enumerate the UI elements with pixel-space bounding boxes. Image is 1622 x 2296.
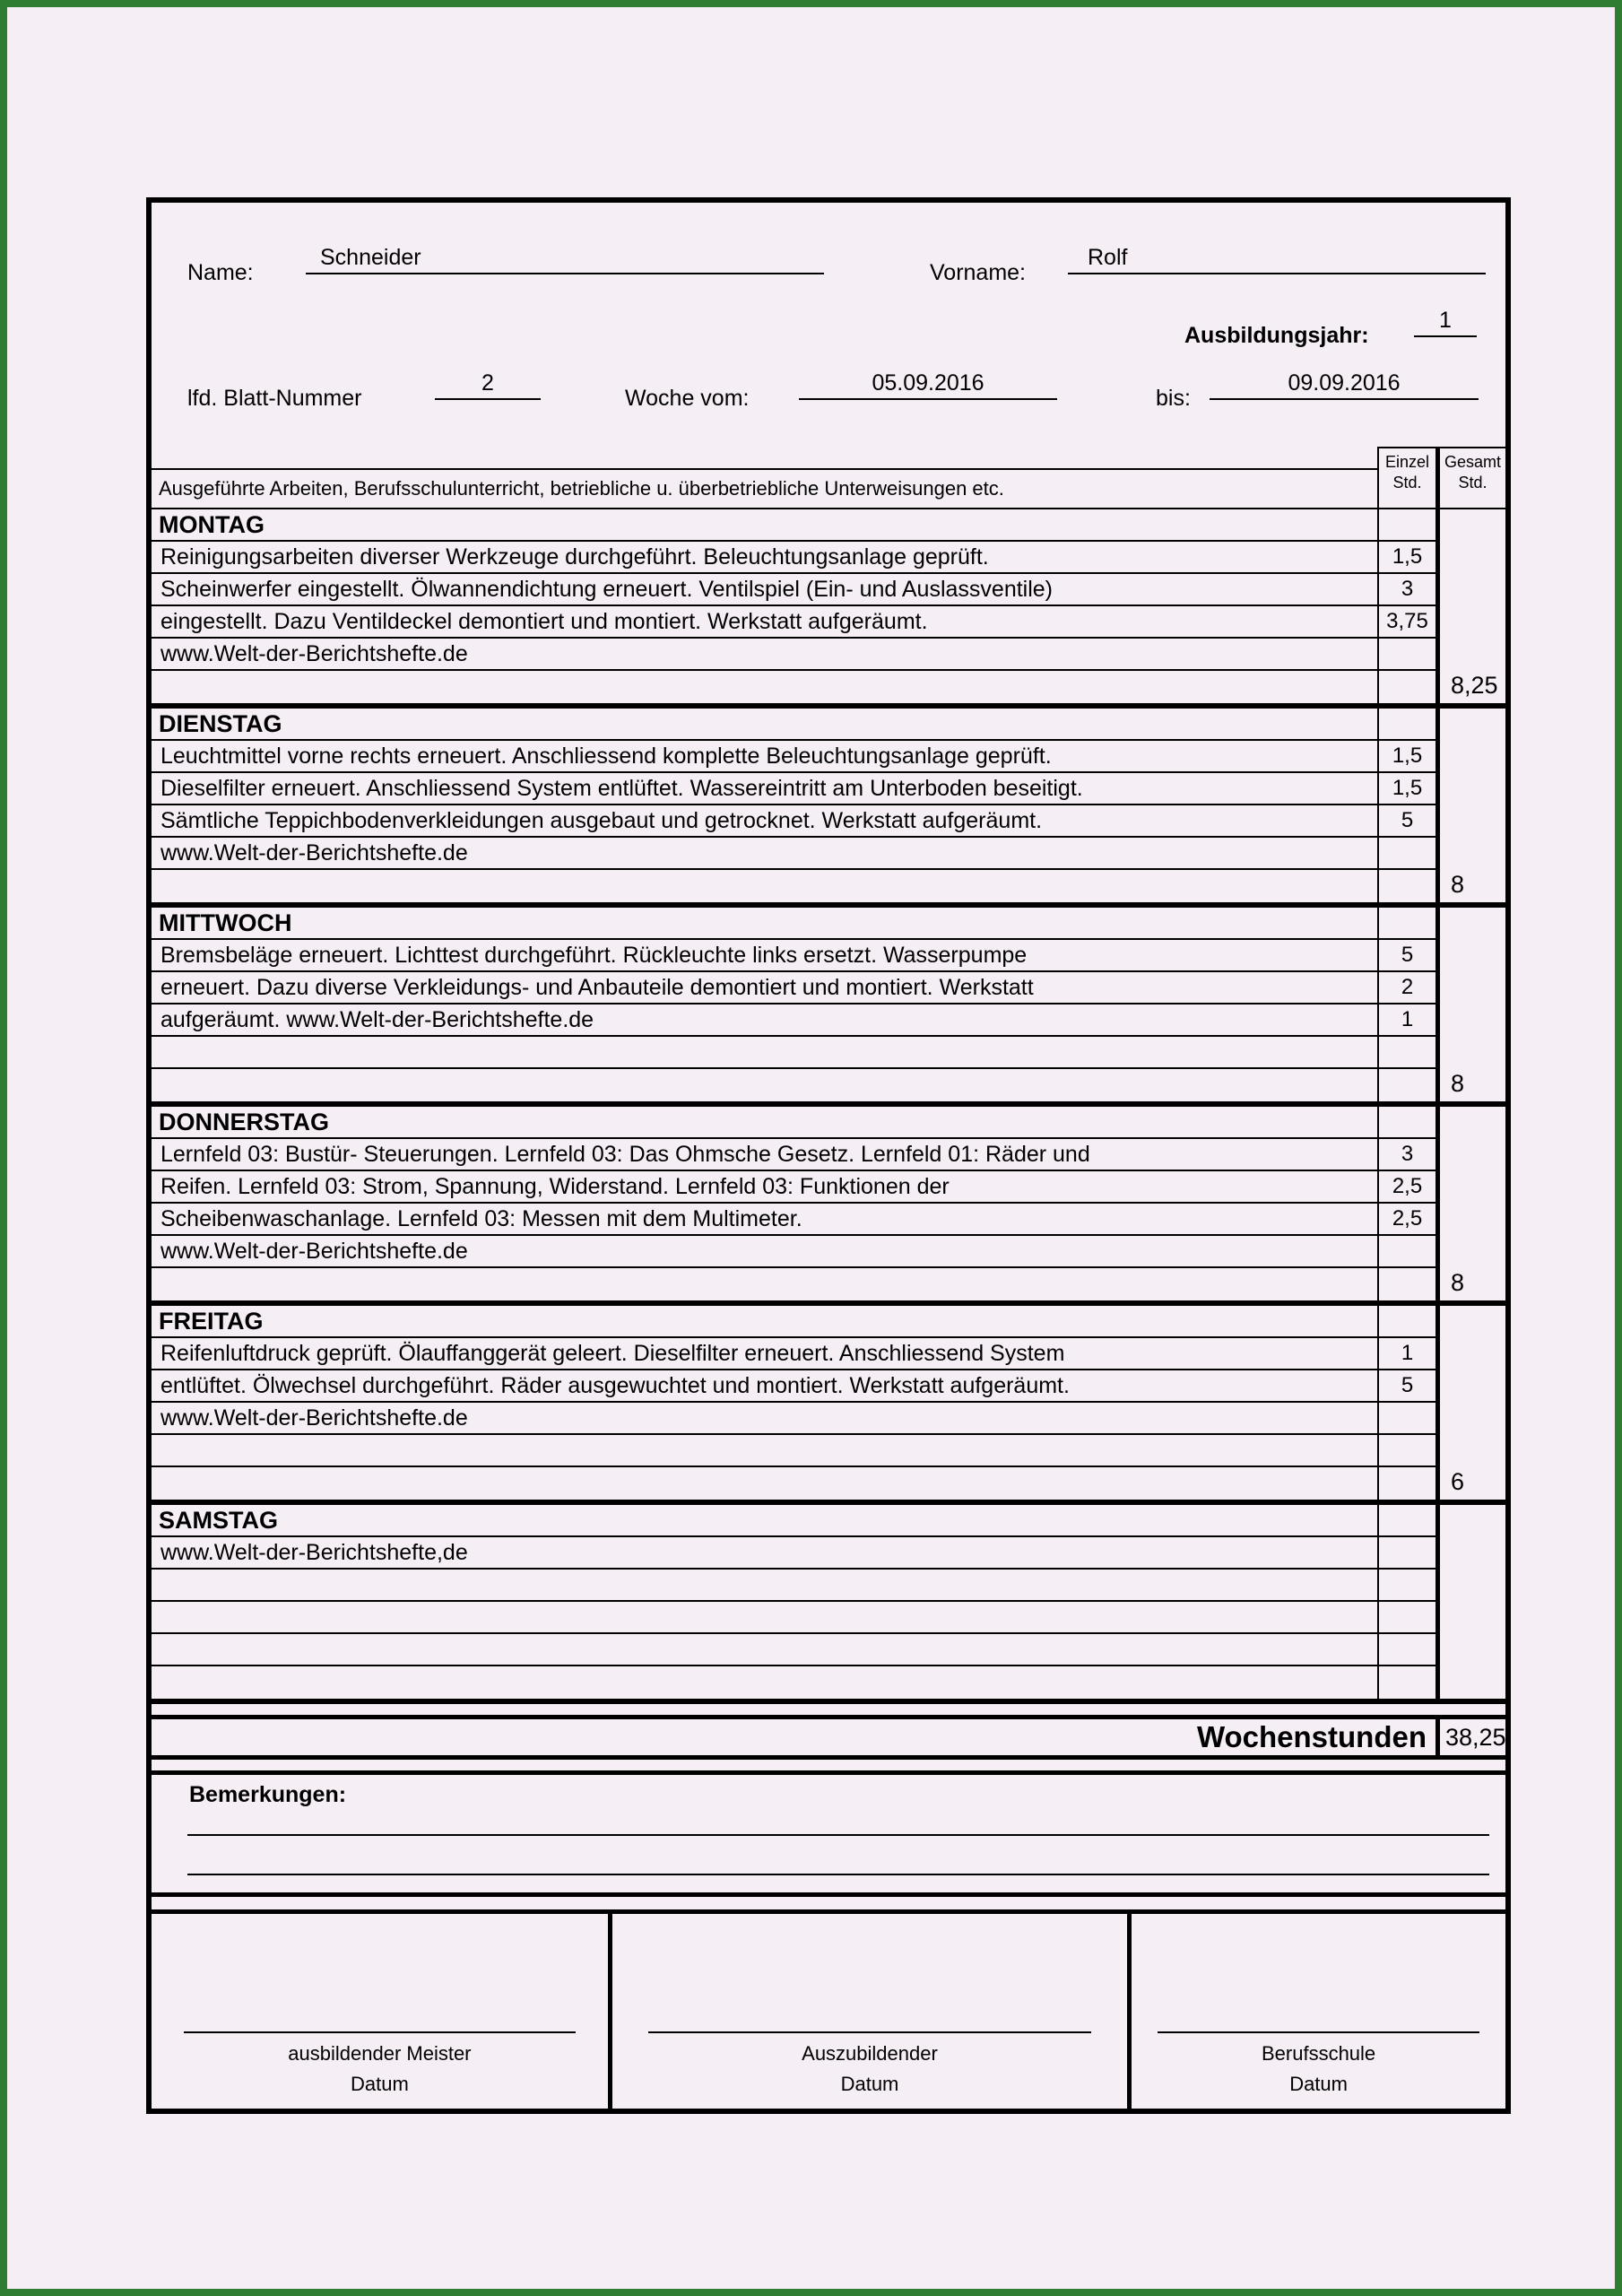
work-entry-hours xyxy=(1377,1037,1436,1067)
day-title: DIENSTAG xyxy=(159,709,282,737)
vorname-field xyxy=(1068,239,1486,274)
day-title-row xyxy=(152,908,1436,940)
work-entry-text xyxy=(152,1570,1377,1600)
ausbildungsjahr-value: 1 xyxy=(1439,308,1452,333)
gesamt-std-header xyxy=(1436,447,1505,508)
work-entry-hours xyxy=(1377,1236,1436,1266)
work-entry-text: eingestellt. Dazu Ventildeckel demontiert und montiert. Werkstatt aufgeräumt. xyxy=(160,608,928,634)
work-entry-text xyxy=(152,1602,1377,1632)
work-entry-row xyxy=(152,671,1436,703)
work-entry-text: www.Welt-der-Berichtshefte.de xyxy=(160,1238,468,1264)
einzel-cell xyxy=(1377,908,1436,938)
signature-line xyxy=(184,2031,577,2033)
work-entry-hours xyxy=(1377,838,1436,868)
day-rows xyxy=(152,1505,1436,1699)
work-entry-text xyxy=(152,1467,1377,1500)
work-entry-hours xyxy=(1377,1467,1436,1500)
work-entry-text: erneuert. Dazu diverse Verkleidungs- und Anbauteile demontiert und montiert. Werkstatt xyxy=(160,974,1034,1000)
work-entry-hours: 1,5 xyxy=(1377,773,1436,804)
work-entry-hours xyxy=(1377,1666,1436,1699)
work-entry-hours xyxy=(1377,1602,1436,1632)
work-entry-hours: 2,5 xyxy=(1377,1171,1436,1202)
day-title-row xyxy=(152,1505,1436,1537)
work-entry-row xyxy=(152,1435,1436,1467)
day-block xyxy=(152,509,1505,709)
day-total-value: 8 xyxy=(1451,871,1465,898)
bis-field xyxy=(1210,364,1479,400)
work-description-header: Ausgeführte Arbeiten, Berufsschulunterricht, betriebliche u. überbetriebliche Unterweisungen etc. xyxy=(152,468,1377,508)
signature-datum-label: Datum xyxy=(1289,2072,1348,2095)
work-entry-row xyxy=(152,1204,1436,1236)
work-entry-text xyxy=(152,1634,1377,1665)
day-rows xyxy=(152,709,1436,902)
day-total-cell xyxy=(1436,1107,1505,1300)
bemerkungen-line-2 xyxy=(187,1874,1489,1875)
work-entry-row xyxy=(152,1171,1436,1204)
work-entry-row xyxy=(152,1602,1436,1634)
day-block xyxy=(152,1505,1505,1704)
day-total-value: 8 xyxy=(1451,1070,1465,1097)
work-entry-text: aufgeräumt. www.Welt-der-Berichtshefte.de xyxy=(160,1006,594,1032)
work-entry-text xyxy=(152,870,1377,902)
work-entry-text: www.Welt-der-Berichtshefte.de xyxy=(160,640,468,666)
name-value: Schneider xyxy=(320,245,421,270)
signatures-section xyxy=(152,1909,1505,2109)
work-entry-text: Scheinwerfer eingestellt. Ölwannendichtung erneuert. Ventilspiel (Ein- und Auslassventile) xyxy=(160,576,1054,602)
day-block xyxy=(152,908,1505,1107)
ausbildungsjahr-label: Ausbildungsjahr: xyxy=(1184,323,1369,348)
einzel-header-line1: Einzel xyxy=(1384,453,1430,471)
signature-role-label: Berufsschule xyxy=(1261,2041,1376,2065)
day-title-row xyxy=(152,1306,1436,1338)
signature-box xyxy=(1127,1914,1505,2109)
work-entry-text xyxy=(152,1268,1377,1300)
work-entry-text: Bremsbeläge erneuert. Lichttest durchgeführt. Rückleuchte links ersetzt. Wasserpumpe xyxy=(160,942,1028,968)
work-entry-hours xyxy=(1377,1435,1436,1465)
work-entry-hours xyxy=(1377,870,1436,902)
bemerkungen-section xyxy=(152,1770,1505,1897)
work-entry-text xyxy=(152,1666,1377,1699)
work-entry-row xyxy=(152,805,1436,838)
day-rows xyxy=(152,1306,1436,1500)
work-entry-hours: 3,75 xyxy=(1377,606,1436,637)
name-label: Name: xyxy=(187,260,254,285)
work-entry-row xyxy=(152,1467,1436,1500)
day-block xyxy=(152,1306,1505,1505)
ausbildungsjahr-field xyxy=(1414,301,1477,337)
day-rows xyxy=(152,1107,1436,1300)
wochenstunden-row xyxy=(152,1715,1505,1760)
work-entry-text: www.Welt-der-Berichtshefte,de xyxy=(160,1539,468,1565)
day-title-row xyxy=(152,1107,1436,1139)
name-field xyxy=(306,239,824,274)
day-rows xyxy=(152,509,1436,703)
day-title: FREITAG xyxy=(159,1307,264,1335)
work-entry-row xyxy=(152,773,1436,805)
day-total-value: 8 xyxy=(1451,1269,1465,1296)
work-entry-text: entlüftet. Ölwechsel durchgeführt. Räder ausgewuchtet und montiert. Werkstatt aufgeräumt. xyxy=(160,1372,1070,1398)
work-entry-row xyxy=(152,1537,1436,1570)
day-total-cell xyxy=(1436,908,1505,1101)
day-title: MONTAG xyxy=(159,510,265,538)
work-entry-hours: 5 xyxy=(1377,940,1436,970)
work-entry-hours: 1,5 xyxy=(1377,741,1436,771)
bemerkungen-line-1 xyxy=(187,1834,1489,1836)
work-entry-hours xyxy=(1377,1268,1436,1300)
day-total-value: 8,25 xyxy=(1451,672,1498,699)
work-entry-row xyxy=(152,1037,1436,1069)
work-entry-text: Reifenluftdruck geprüft. Ölauffanggerät geleert. Dieselfilter erneuert. Anschliessend System xyxy=(160,1340,1065,1366)
work-entry-row xyxy=(152,1666,1436,1699)
work-entry-row xyxy=(152,1370,1436,1403)
signature-box xyxy=(152,1914,608,2109)
day-total-cell xyxy=(1436,1505,1505,1699)
work-entry-text xyxy=(152,1037,1377,1067)
work-entry-text xyxy=(152,671,1377,703)
work-entry-text: Scheibenwaschanlage. Lernfeld 03: Messen mit dem Multimeter. xyxy=(160,1205,802,1231)
woche-vom-label: Woche vom: xyxy=(625,386,750,411)
work-entry-row xyxy=(152,1403,1436,1435)
work-entry-hours: 5 xyxy=(1377,1370,1436,1401)
work-entry-hours xyxy=(1377,671,1436,703)
einzel-std-header xyxy=(1377,447,1436,508)
woche-vom-field xyxy=(799,364,1057,400)
day-blocks xyxy=(152,509,1505,1704)
day-total-cell xyxy=(1436,709,1505,902)
weekly-report-form xyxy=(146,197,1511,2114)
work-entry-text: Leuchtmittel vorne rechts erneuert. Anschliessend komplette Beleuchtungsanlage geprüft. xyxy=(160,743,1052,769)
vorname-value: Rolf xyxy=(1088,245,1128,270)
work-entry-hours xyxy=(1377,639,1436,669)
day-title: DONNERSTAG xyxy=(159,1108,330,1135)
day-title-row xyxy=(152,709,1436,741)
work-entry-text xyxy=(152,1435,1377,1465)
work-table xyxy=(152,447,1505,1704)
work-entry-row xyxy=(152,972,1436,1004)
work-entry-hours: 1,5 xyxy=(1377,542,1436,572)
work-entry-row xyxy=(152,1069,1436,1101)
work-entry-hours: 1 xyxy=(1377,1338,1436,1369)
work-entry-row xyxy=(152,542,1436,574)
day-total-cell xyxy=(1436,509,1505,703)
day-block xyxy=(152,709,1505,908)
signature-role-label: Auszubildender xyxy=(802,2041,938,2065)
work-entry-hours xyxy=(1377,1403,1436,1433)
work-entry-text: Dieselfilter erneuert. Anschliessend System entlüftet. Wassereintritt am Unterboden beseitigt. xyxy=(160,775,1083,801)
work-entry-hours xyxy=(1377,1570,1436,1600)
gesamt-header-line2: Std. xyxy=(1458,473,1488,491)
day-title-row xyxy=(152,509,1436,542)
work-entry-row xyxy=(152,1634,1436,1666)
work-entry-row xyxy=(152,639,1436,671)
work-entry-text xyxy=(152,1069,1377,1101)
signature-datum-label: Datum xyxy=(840,2072,899,2095)
day-total-value: 6 xyxy=(1451,1468,1465,1495)
work-entry-row xyxy=(152,940,1436,972)
work-entry-text: Sämtliche Teppichbodenverkleidungen ausgebaut und getrocknet. Werkstatt aufgeräumt. xyxy=(160,807,1043,833)
day-rows xyxy=(152,908,1436,1101)
einzel-cell xyxy=(1377,1306,1436,1336)
work-entry-text: www.Welt-der-Berichtshefte.de xyxy=(160,1405,468,1431)
work-entry-row xyxy=(152,1570,1436,1602)
work-entry-text: Lernfeld 03: Bustür- Steuerungen. Lernfeld 03: Das Ohmsche Gesetz. Lernfeld 01: Räder und xyxy=(160,1141,1090,1167)
work-entry-hours xyxy=(1377,1634,1436,1665)
work-entry-hours: 1 xyxy=(1377,1004,1436,1035)
blatt-nummer-value: 2 xyxy=(481,370,494,396)
day-title: MITTWOCH xyxy=(159,909,292,936)
work-entry-row xyxy=(152,838,1436,870)
work-entry-hours xyxy=(1377,1537,1436,1568)
work-entry-row xyxy=(152,574,1436,606)
signature-line xyxy=(1158,2031,1479,2033)
gesamt-header-line1: Gesamt xyxy=(1444,453,1502,471)
einzel-cell xyxy=(1377,1107,1436,1137)
work-entry-hours: 5 xyxy=(1377,805,1436,836)
wochenstunden-value: 38,25 xyxy=(1436,1719,1505,1755)
blatt-nummer-field xyxy=(435,364,541,400)
work-entry-row xyxy=(152,1338,1436,1370)
bis-value: 09.09.2016 xyxy=(1288,370,1401,396)
vorname-label: Vorname: xyxy=(930,260,1027,285)
work-entry-hours: 2 xyxy=(1377,972,1436,1003)
table-header-row xyxy=(152,447,1505,509)
work-entry-row xyxy=(152,741,1436,773)
woche-vom-value: 05.09.2016 xyxy=(872,370,984,396)
work-entry-row xyxy=(152,1268,1436,1300)
bemerkungen-label: Bemerkungen: xyxy=(189,1782,347,1807)
day-total-cell xyxy=(1436,1306,1505,1500)
day-block xyxy=(152,1107,1505,1306)
wochenstunden-label: Wochenstunden xyxy=(1196,1720,1427,1753)
work-entry-hours xyxy=(1377,1069,1436,1101)
einzel-cell xyxy=(1377,509,1436,540)
work-entry-row xyxy=(152,1004,1436,1037)
form-header xyxy=(152,203,1505,447)
einzel-cell xyxy=(1377,709,1436,739)
work-entry-row xyxy=(152,1139,1436,1171)
work-entry-row xyxy=(152,606,1436,639)
bis-label: bis: xyxy=(1156,386,1191,411)
work-entry-text: www.Welt-der-Berichtshefte.de xyxy=(160,839,468,865)
work-entry-text: Reifen. Lernfeld 03: Strom, Spannung, Widerstand. Lernfeld 03: Funktionen der xyxy=(160,1173,950,1199)
work-entry-hours: 3 xyxy=(1377,1139,1436,1170)
blatt-nummer-label: lfd. Blatt-Nummer xyxy=(187,386,362,411)
work-entry-hours: 2,5 xyxy=(1377,1204,1436,1234)
signature-role-label: ausbildender Meister xyxy=(288,2041,472,2065)
work-entry-text: Reinigungsarbeiten diverser Werkzeuge durchgeführt. Beleuchtungsanlage geprüft. xyxy=(160,544,989,570)
signature-line xyxy=(648,2031,1091,2033)
work-entry-row xyxy=(152,870,1436,902)
einzel-header-line2: Std. xyxy=(1392,473,1422,491)
signature-box xyxy=(608,1914,1127,2109)
work-entry-row xyxy=(152,1236,1436,1268)
day-title: SAMSTAG xyxy=(159,1506,278,1534)
work-entry-hours: 3 xyxy=(1377,574,1436,604)
signature-datum-label: Datum xyxy=(351,2072,409,2095)
einzel-cell xyxy=(1377,1505,1436,1535)
